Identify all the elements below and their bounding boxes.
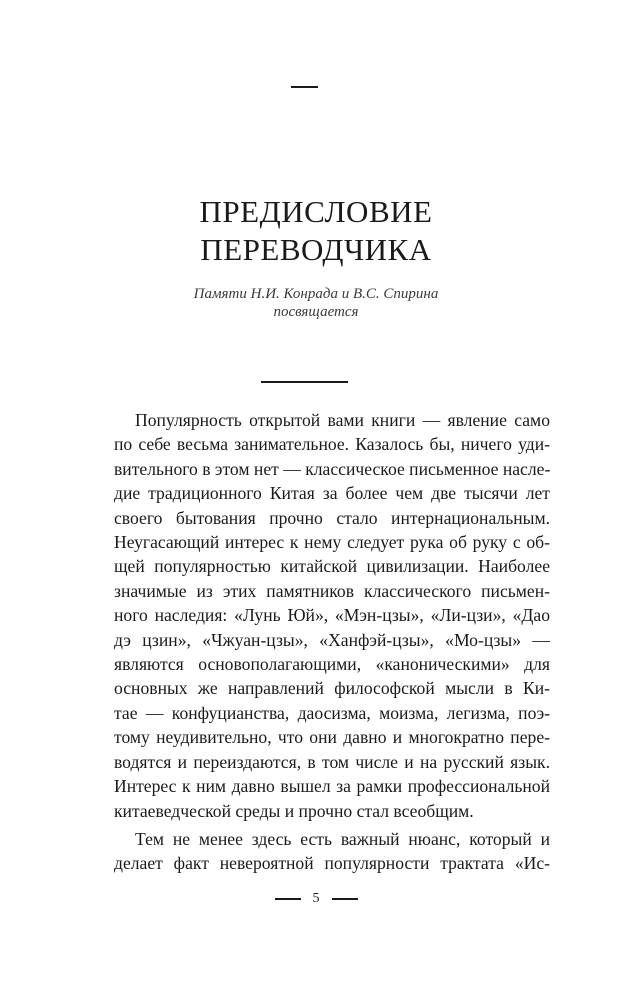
text-line: тае — конфуцианства, даосизма, моизма, легизма, поэ- xyxy=(114,702,550,723)
text-line: по себе весьма занимательное. Казалось бы, ничего уди- xyxy=(114,434,550,455)
text-line: ного наследия: «Лунь Юй», «Мэн-цзы», «Ли-цзи», «Дао xyxy=(114,605,550,626)
dedication-line-2: посвящается xyxy=(273,304,359,320)
chapter-title xyxy=(0,193,632,269)
text-line: китаеведческой среды и прочно стал всеобщим. xyxy=(114,800,474,821)
paragraph-1 xyxy=(80,408,550,823)
body-text xyxy=(80,408,550,876)
footer-dash-left xyxy=(275,898,301,900)
footer-dash-right xyxy=(332,898,358,900)
text-line: Неугасающий интерес к нему следует рука об руку с об- xyxy=(114,532,550,553)
text-line: тому неудивительно, что они давно и многократно пере- xyxy=(114,727,550,748)
text-line: Тем не менее здесь есть важный нюанс, который и xyxy=(135,828,550,849)
text-line: вительного в этом нет — классическое письменное насле- xyxy=(114,458,550,479)
text-line: дэ цзин», «Чжуан-цзы», «Ханфэй-цзы», «Мо-цзы» — xyxy=(114,629,550,650)
text-line: являются основополагающими, «каноническими» для xyxy=(114,654,550,675)
chapter-title-line-1: ПРЕДИСЛОВИЕ xyxy=(199,194,433,229)
text-line: своего бытования прочно стало интернациональным. xyxy=(114,507,550,528)
chapter-title-line-2: ПЕРЕВОДЧИКА xyxy=(200,232,432,267)
section-divider xyxy=(261,381,348,383)
text-line: делает факт невероятной популярности трактата «Ис- xyxy=(114,853,550,874)
dedication-line-1: Памяти Н.И. Конрада и В.С. Спирина xyxy=(193,286,439,302)
page-footer xyxy=(0,889,632,909)
paragraph-2 xyxy=(80,827,550,876)
text-line: Популярность открытой вами книги — явление само xyxy=(135,410,550,430)
page-number: 5 xyxy=(312,891,320,906)
text-line: Интерес к ним давно вышел за рамки профессиональной xyxy=(114,776,550,797)
text-line: значимые из этих памятников классического письмен- xyxy=(114,580,550,601)
top-dash-ornament xyxy=(291,86,318,88)
text-line: основных же направлений философской мысли в Ки- xyxy=(114,678,550,699)
text-line: дие традиционного Китая за более чем две тысячи лет xyxy=(114,483,550,504)
text-line: щей популярностью китайской цивилизации. Наиболее xyxy=(114,556,550,577)
text-line: водятся и переиздаются, в том числе и на русский язык. xyxy=(114,751,550,772)
dedication xyxy=(0,285,632,321)
